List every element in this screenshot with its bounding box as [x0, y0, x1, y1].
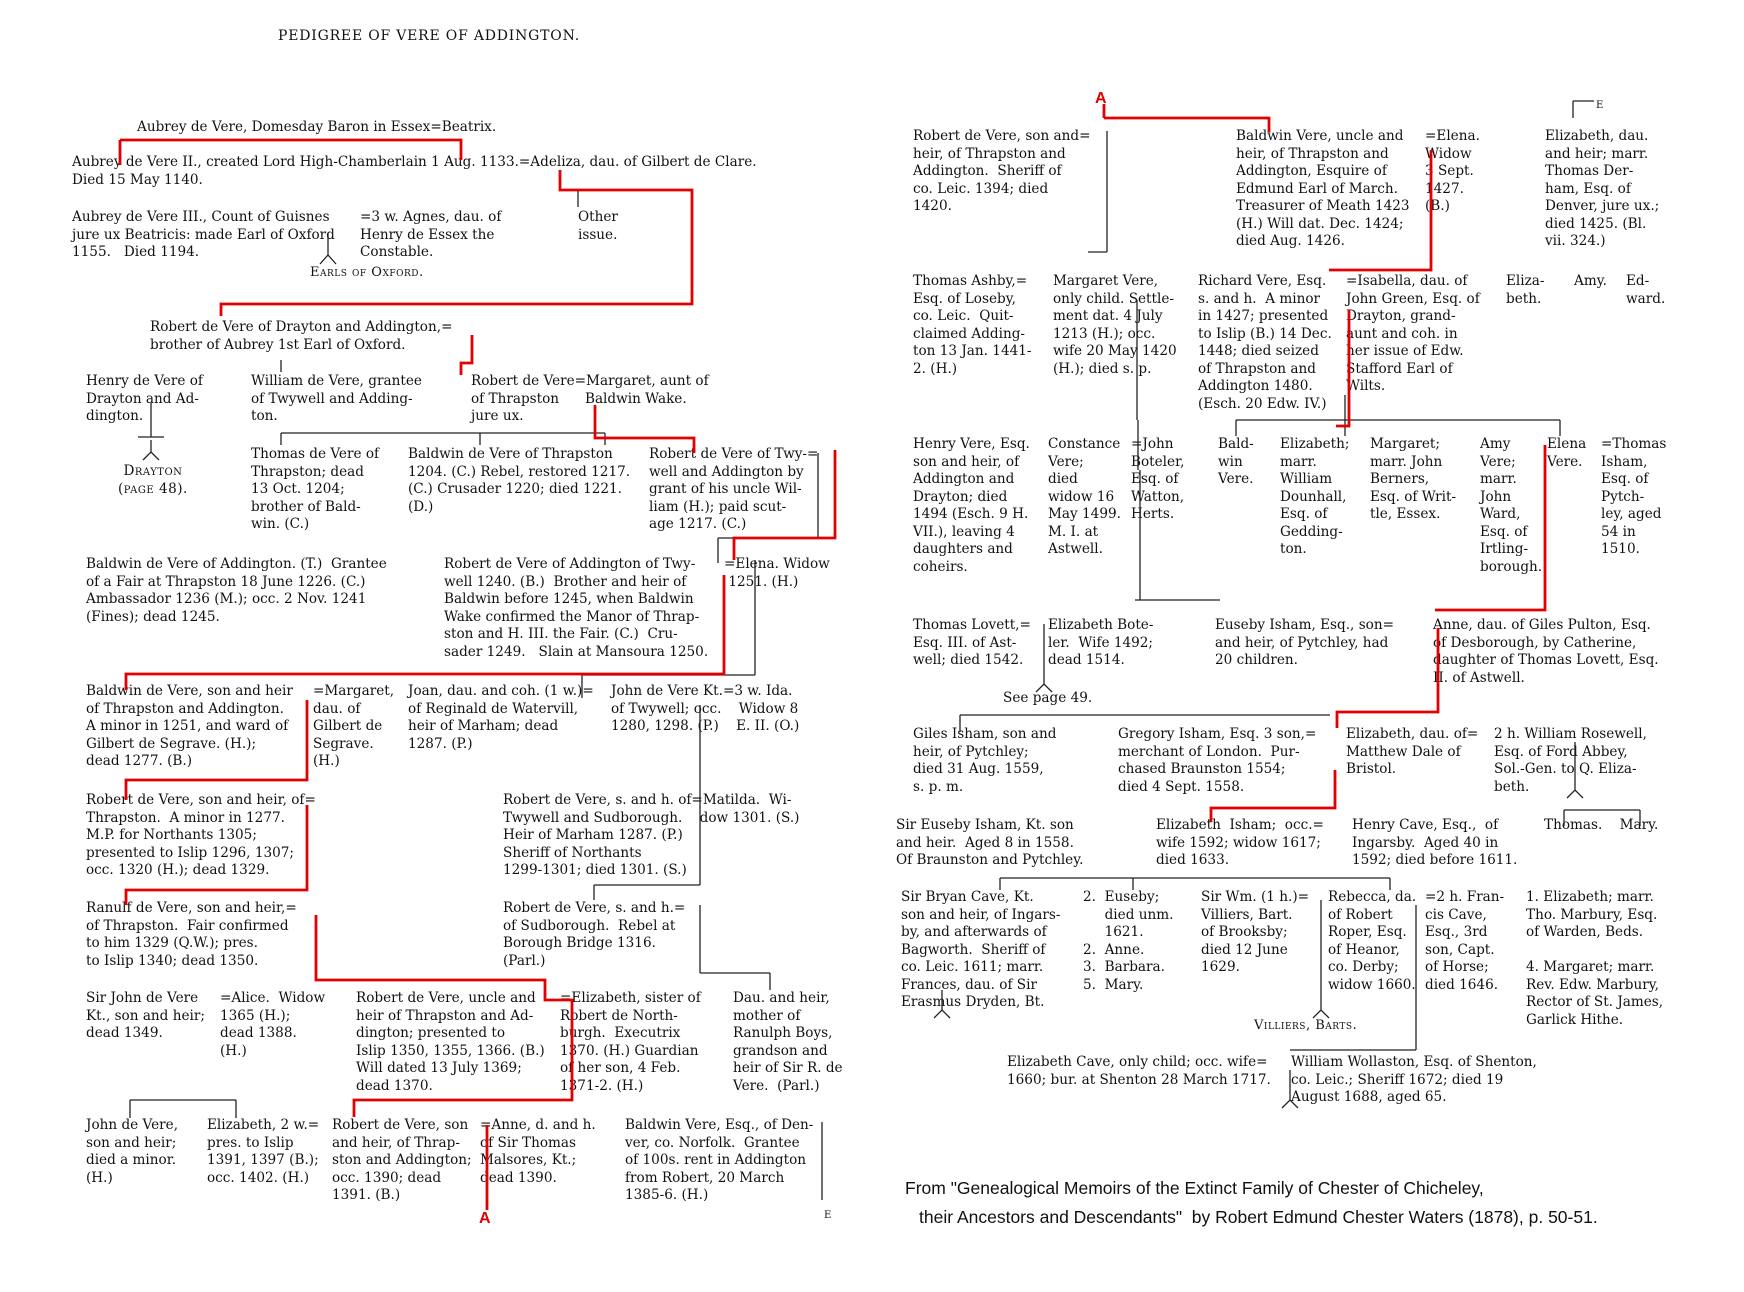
entry-john-de-vere-kt: John de Vere Kt.=3 w. Ida. of Twywell; occ. Widow 8 1280, 1298. (P.) E. II. (O.) [611, 683, 800, 734]
entry-robert-thrapston: Robert de Vere=Margaret, aunt of of Thrapston Baldwin Wake. jure ux. [471, 373, 709, 424]
entry-elena-1427: =Elena. Widow 3 Sept. 1427. (B.) [1425, 128, 1480, 214]
entry-amy-ward: Amy Vere; marr. John Ward, Esq. of Irtling- borough. [1480, 436, 1543, 575]
entry-william-rosewell: 2 h. William Rosewell, Esq. of Ford Abbey, Sol.-Gen. to Q. Eliza- beth. [1494, 726, 1647, 795]
entry-robert-uncle: Robert de Vere, uncle and heir of Thrapston and Ad- dington; presented to Islip 1350, 1355, 1366. (B.) Will dated 13 July 1369; dead 1370. [356, 990, 545, 1094]
page-title: PEDIGREE OF VERE OF ADDINGTON. [278, 28, 580, 44]
entry-thomas-mary: Thomas. Mary. [1544, 817, 1659, 833]
entry-giles-isham: Giles Isham, son and heir, of Pytchley; died 31 Aug. 1559, s. p. m. [913, 726, 1057, 795]
entry-elena-vere: Elena Vere. [1547, 436, 1587, 470]
entry-anne-malsores: =Anne, d. and h. of Sir Thomas Malsores, Kt.; dead 1390. [480, 1117, 596, 1186]
red-main-line-descent [120, 104, 1545, 1210]
entry-aubrey-iii: Aubrey de Vere III., Count of Guisnes jure ux Beatricis: made Earl of Oxford 1155. Died 1194. [72, 209, 335, 260]
entry-baldwin-denver: Baldwin Vere, Esq., of Den- ver, co. Norfolk. Grantee of 100s. rent in Addington from Robert, 20 March 1385-6. (H.) [625, 1117, 814, 1203]
entry-anne-pulton: Anne, dau. of Giles Pulton, Esq. of Desborough, by Catherine, daughter of Thomas Lovett, Esq. II. of Astwell. [1433, 617, 1659, 686]
entry-henry-drayton: Henry de Vere of Drayton and Ad- dington. [86, 373, 203, 424]
entry-robert-1240: Robert de Vere of Addington of Twy- well 1240. (B.) Brother and heir of Baldwin before 1245, when Baldwin Wake confirmed the Manor of Thrap- ston and H. III. the Fair. (C.) Cru- sader 1249. Slain at Mansoura 1250. [444, 556, 709, 660]
entry-villiers-barts: Villiers, Barts. [1254, 1018, 1358, 1033]
entry-baldwin-1251: Baldwin de Vere, son and heir of Thrapston and Addington. A minor in 1251, and ward of Gilbert de Segrave. (H.); dead 1277. (B.) [86, 683, 293, 769]
marker-e-left: E [824, 1210, 832, 1221]
source-credit-line2: their Ancestors and Descendants" by Robert Edmund Chester Waters (1878), p. 50-51. [919, 1207, 1598, 1227]
entry-robert-1277: Robert de Vere, son and heir, of= Thrapston. A minor in 1277. M.P. for Northants 1305; presented to Islip 1296, 1307; occ. 1320 (H.); dead 1329. [86, 792, 316, 878]
entry-cave-children: 2. Euseby; died unm. 1621. 2. Anne. 3. Barbara. 5. Mary. [1083, 889, 1174, 993]
entry-elizabeth-2w: Elizabeth, 2 w.= pres. to Islip 1391, 1397 (B.); occ. 1402. (H.) [207, 1117, 320, 1186]
entry-robert-drayton: Robert de Vere of Drayton and Addington,= brother of Aubrey 1st Earl of Oxford. [150, 319, 453, 353]
source-credit-line1: From "Genealogical Memoirs of the Extinct Family of Chester of Chicheley, [905, 1178, 1484, 1198]
entry-constance-vere: Constance Vere; died widow 16 May 1499. M. I. at Astwell. [1048, 436, 1121, 557]
entry-baldwin-addington: Baldwin de Vere of Addington. (T.) Grantee of a Fair at Thrapston 18 June 1226. (C.) Ambassador 1236 (M.); occ. 2 Nov. 1241 (Fines); dead 1245. [86, 556, 387, 625]
entry-isabella-green: =Isabella, dau. of John Green, Esq. of Drayton, grand- aunt and coh. in her issue of Edw. Stafford Earl of Wilts. [1346, 273, 1480, 394]
entry-thomas-thrapston: Thomas de Vere of Thrapston; dead 13 Oct. 1204; brother of Bald- win. (C.) [251, 446, 380, 532]
entry-thomas-lovett: Thomas Lovett,= Esq. III. of Ast- well; died 1542. [913, 617, 1031, 668]
entry-elizabeth-boteler: Elizabeth Bote- ler. Wife 1492; dead 1514. [1048, 617, 1154, 668]
entry-baldwin-uncle: Baldwin Vere, uncle and heir, of Thrapston and Addington, Esquire of Edmund Earl of March. Treasurer of Meath 1423 (H.) Will dat. Dec. 1424; died Aug. 1426. [1236, 128, 1410, 249]
entry-richard-vere: Richard Vere, Esq. s. and h. A minor in 1427; presented to Islip (B.) 14 Dec. 1448; died seized of Thrapston and Addington 1480. (Esch. 20 Edw. IV.) [1198, 273, 1332, 412]
entry-margaret-vere: Margaret Vere, only child. Settle- ment dat. 4 July 1213 (H.); occ. wife 20 May 1420 (H.); died s. p. [1053, 273, 1177, 377]
entry-elizabeth-dounhall: Elizabeth; marr. William Dounhall, Esq. of Gedding- ton. [1280, 436, 1350, 557]
entry-bryan-cave: Sir Bryan Cave, Kt. son and heir, of Ingars- by, and afterwards of Bagworth. Sheriff of co. Leic. 1611; marr. Frances, dau. of Sir Erasmus Dryden, Bt. [901, 889, 1061, 1010]
entry-aubrey-ii: Aubrey de Vere II., created Lord High-Chamberlain 1 Aug. 1133.=Adeliza, dau. of Gilbert de Clare. Died 15 May 1140. [72, 154, 757, 188]
entry-elizabeth-cave: Elizabeth Cave, only child; occ. wife= 1660; bur. at Shenton 28 March 1717. [1007, 1054, 1271, 1088]
entry-sir-john-de-vere: Sir John de Vere Kt., son and heir; dead 1349. [86, 990, 205, 1041]
entry-eliza-beth: Eliza- beth. [1506, 273, 1545, 307]
entry-robert-1390: Robert de Vere, son and heir, of Thrap- ston and Addington; occ. 1390; dead 1391. (B.) [332, 1117, 472, 1203]
entry-robert-1394: Robert de Vere, son and= heir, of Thrapston and Addington. Sheriff of co. Leic. 1394; died 1420. [913, 128, 1091, 214]
entry-other-issue: Other issue. [578, 209, 618, 243]
entry-elena-1251: =Elena. Widow 1251. (H.) [724, 556, 830, 590]
entry-elizabeth-marbury: 1. Elizabeth; marr. Tho. Marbury, Esq. of Warden, Beds. 4. Margaret; marr. Rev. Edw. Marbury, Rector of St. James, Garlick Hithe. [1526, 889, 1664, 1028]
entry-aubrey-domesday: Aubrey de Vere, Domesday Baron in Essex=Beatrix. [137, 119, 497, 135]
marker-e-right: E [1596, 100, 1604, 111]
entry-robert-sudborough: Robert de Vere, s. and h. of=Matilda. Wi- Twywell and Sudborough. dow 1301. (S.) Heir of Marham 1287. (P.) Sheriff of Northants 1299-1301; died 1301. (S.) [503, 792, 800, 878]
entry-see-page-49: See page 49. [1003, 690, 1093, 706]
entry-john-minor: John de Vere, son and heir; died a minor. (H.) [86, 1117, 179, 1186]
entry-ranulf: Ranulf de Vere, son and heir,= of Thrapston. Fair confirmed to him 1329 (Q.W.); pres. to Islip 1340; dead 1350. [86, 900, 297, 969]
entry-earls-of-oxford: Earls of Oxford. [310, 265, 424, 280]
entry-sir-wm-villiers: Sir Wm. (1 h.)= Villiers, Bart. of Brooksby; died 12 June 1629. [1201, 889, 1310, 975]
entry-margaret-berners: Margaret; marr. John Berners, Esq. of Writ- tle, Essex. [1370, 436, 1457, 522]
entry-francis-cave: =2 h. Fran- cis Cave, Esq., 3rd son, Capt. of Horse; died 1646. [1425, 889, 1505, 993]
entry-baldwin-vere: Bald- win Vere. [1218, 436, 1254, 487]
entry-john-boteler: =John Boteler, Esq. of Watton, Herts. [1131, 436, 1185, 522]
entry-amy: Amy. [1574, 273, 1607, 289]
entry-dau-and-heir: Dau. and heir, mother of Ranulph Boys, grandson and heir of Sir R. de Vere. (Parl.) [733, 990, 843, 1094]
entry-agnes: =3 w. Agnes, dau. of Henry de Essex the Constable. [360, 209, 502, 260]
entry-joan-watervill: Joan, dau. and coh. (1 w.)= of Reginald de Watervill, heir of Marham; dead 1287. (P.) [408, 683, 594, 752]
marker-a-left: A [479, 1210, 491, 1227]
entry-thomas-isham: =Thomas Isham, Esq. of Pytch- ley, aged 54 in 1510. [1601, 436, 1667, 557]
entry-william-twywell: William de Vere, grantee of Twywell and Adding- ton. [251, 373, 422, 424]
entry-elizabeth-isham: Elizabeth Isham; occ.= wife 1592; widow 1617; died 1633. [1156, 817, 1324, 868]
entry-euseby-isham: Euseby Isham, Esq., son= and heir, of Pytchley, had 20 children. [1215, 617, 1395, 668]
entry-baldwin-1204: Baldwin de Vere of Thrapston 1204. (C.) Rebel, restored 1217. (C.) Crusader 1220; died 1221. (D.) [408, 446, 631, 515]
entry-margaret-segrave: =Margaret, dau. of Gilbert de Segrave. (H.) [313, 683, 395, 769]
entry-thomas-ashby: Thomas Ashby,= Esq. of Loseby, co. Leic. Quit- claimed Adding- ton 13 Jan. 1441- 2. (H.) [913, 273, 1032, 377]
marker-a-right: A [1095, 90, 1107, 107]
entry-elizabeth-derham: Elizabeth, dau. and heir; marr. Thomas Der- ham, Esq. of Denver, jure ux.; died 1425. (Bl. vii. 324.) [1545, 128, 1660, 249]
entry-rebecca-roper: Rebecca, da. of Robert Roper, Esq. of Heanor, co. Derby; widow 1660. [1328, 889, 1417, 993]
entry-henry-cave: Henry Cave, Esq., of Ingarsby. Aged 40 in 1592; died before 1611. [1352, 817, 1518, 868]
entry-gregory-isham: Gregory Isham, Esq. 3 son,= merchant of London. Pur- chased Braunston 1554; died 4 Sept. 1558. [1118, 726, 1317, 795]
black-descent-lines [130, 101, 1640, 1200]
entry-henry-vere: Henry Vere, Esq. son and heir, of Addington and Drayton; died 1494 (Esch. 9 H. VII.), leaving 4 daughters and coheirs. [913, 436, 1030, 575]
entry-edward: Ed- ward. [1626, 273, 1666, 307]
entry-elizabeth-dale: Elizabeth, dau. of= Matthew Dale of Bristol. [1346, 726, 1479, 777]
entry-elizabeth-northburgh: =Elizabeth, sister of Robert de North- burgh. Executrix 1370. (H.) Guardian of her son, 4 Feb. 1371-2. (H.) [560, 990, 701, 1094]
entry-alice: =Alice. Widow 1365 (H.); dead 1388. (H.) [220, 990, 326, 1059]
entry-robert-twywell: Robert de Vere of Twy-= well and Addington by grant of his uncle Wil- liam (H.); paid scut- age 1217. (C.) [649, 446, 819, 532]
entry-william-wollaston: William Wollaston, Esq. of Shenton, co. Leic.; Sheriff 1672; died 19 August 1688, aged 65. [1291, 1054, 1537, 1105]
entry-drayton-page48: Drayton (page 48). [118, 463, 188, 497]
entry-sir-euseby-isham: Sir Euseby Isham, Kt. son and heir. Aged 8 in 1558. Of Braunston and Pytchley. [896, 817, 1084, 868]
entry-robert-rebel: Robert de Vere, s. and h.= of Sudborough. Rebel at Borough Bridge 1316. (Parl.) [503, 900, 686, 969]
